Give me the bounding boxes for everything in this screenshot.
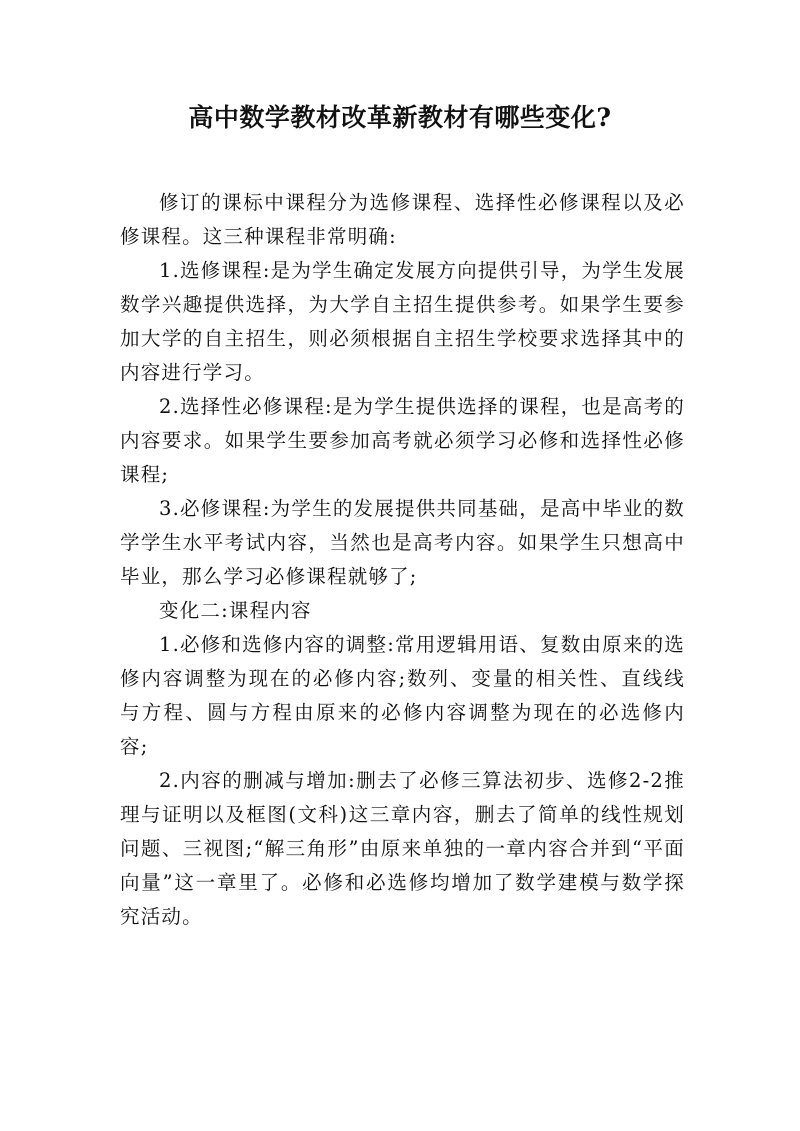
document-title: 高中数学教材改革新教材有哪些变化? [188, 103, 612, 132]
paragraph-required-course: 3.必修课程:为学生的发展提供共同基础，是高中毕业的数学学生水平考试内容，当然也是高考内容。如果学生只想高中毕业，那么学习必修课程就够了; [120, 497, 685, 588]
paragraph-content-adjustment: 1.必修和选修内容的调整:常用逻辑用语、复数由原来的选修内容调整为现在的必修内容;数列、变量的相关性、直线线与方程、圆与方程由原来的必修内容调整为现在的必选修内容; [120, 633, 685, 758]
paragraph-content-deletion-addition: 2.内容的删减与增加:删去了必修三算法初步、选修2-2推理与证明以及框图(文科)这三章内容，删去了简单的线性规划问题、三视图;“解三角形”由原来单独的一章内容合并到“平面向量”这一章里了。必修和必选修均增加了数学建模与数学探究活动。 [120, 769, 685, 928]
paragraph-intro: 修订的课标中课程分为选修课程、选择性必修课程以及必修课程。这三种课程非常明确: [120, 191, 685, 248]
paragraph-elective-course: 1.选修课程:是为学生确定发展方向提供引导，为学生发展数学兴趣提供选择，为大学自主招生提供参考。如果学生要参加大学的自主招生，则必须根据自主招生学校要求选择其中的内容进行学习。 [120, 259, 685, 384]
section-heading-change-two: 变化二:课程内容 [159, 599, 312, 622]
paragraph-selective-required-course: 2.选择性必修课程:是为学生提供选择的课程，也是高考的内容要求。如果学生要参加高考就必须学习必修和选择性必修课程; [120, 395, 685, 486]
document-body [120, 186, 685, 934]
